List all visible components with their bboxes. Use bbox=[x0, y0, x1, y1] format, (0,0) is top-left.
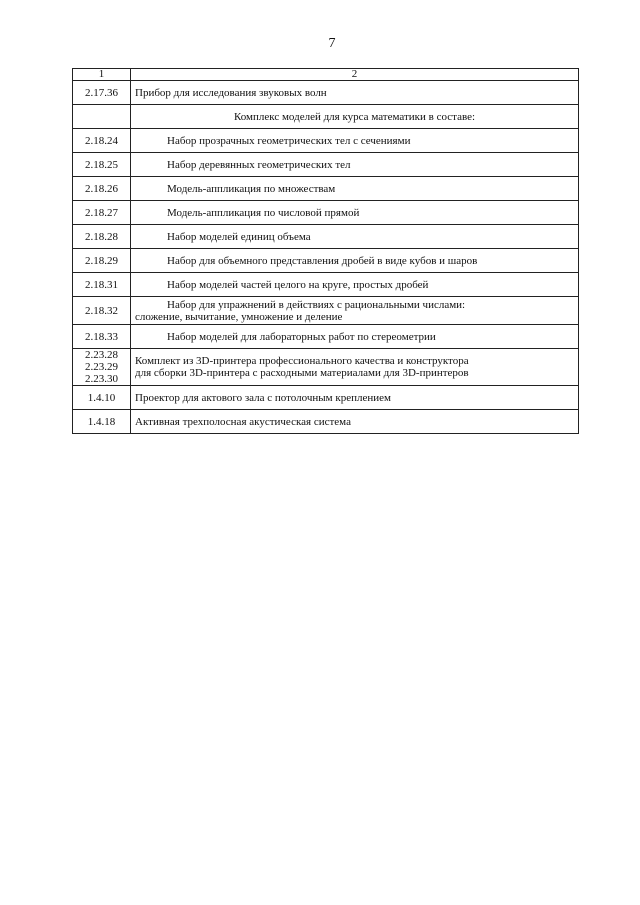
row-code bbox=[73, 105, 131, 129]
row-code-line: 2.23.30 bbox=[85, 373, 118, 385]
table-header-row bbox=[73, 69, 579, 81]
row-name-line: Набор для упражнений в действиях с рациональными числами: bbox=[167, 298, 466, 311]
row-code: 2.17.36 bbox=[73, 81, 131, 105]
section-heading: Комплекс моделей для курса математики в составе: bbox=[131, 105, 579, 129]
table-row bbox=[73, 273, 579, 297]
row-name-text: Набор моделей частей целого на круге, простых дробей bbox=[167, 278, 429, 291]
row-name bbox=[131, 225, 579, 249]
row-name-text: Модель-аппликация по числовой прямой bbox=[167, 206, 360, 219]
row-code: 2.18.29 bbox=[73, 249, 131, 273]
equipment-table bbox=[72, 68, 579, 434]
row-name-text: Набор моделей единиц объема bbox=[167, 230, 311, 243]
row-name: Прибор для исследования звуковых волн bbox=[131, 81, 579, 105]
table-row bbox=[73, 81, 579, 105]
table-row bbox=[73, 105, 579, 129]
row-name-text: Набор деревянных геометрических тел bbox=[167, 158, 351, 171]
table-row bbox=[73, 349, 579, 386]
row-name bbox=[131, 129, 579, 153]
row-name-text: Набор моделей для лабораторных работ по стереометрии bbox=[167, 330, 436, 343]
table-row bbox=[73, 249, 579, 273]
table-row bbox=[73, 225, 579, 249]
row-name bbox=[131, 273, 579, 297]
row-code-line: 2.23.28 bbox=[85, 349, 118, 361]
row-name bbox=[131, 201, 579, 225]
row-name-line: сложение, вычитание, умножение и деление bbox=[135, 310, 343, 323]
row-code: 2.18.28 bbox=[73, 225, 131, 249]
row-name-text: Модель-аппликация по множествам bbox=[167, 182, 336, 195]
table-row bbox=[73, 177, 579, 201]
row-name bbox=[131, 177, 579, 201]
row-name bbox=[131, 297, 579, 325]
table-row bbox=[73, 129, 579, 153]
table-row bbox=[73, 410, 579, 434]
row-name-text: Набор для объемного представления дробей в виде кубов и шаров bbox=[167, 254, 478, 267]
row-name-text: Набор прозрачных геометрических тел с сечениями bbox=[167, 134, 411, 147]
row-name-line: Комплект из 3D-принтера профессионального качества и конструктора bbox=[135, 355, 469, 367]
row-code-line: 2.23.29 bbox=[85, 361, 118, 373]
column-header-name: 2 bbox=[131, 69, 579, 81]
row-code: 2.18.32 bbox=[73, 297, 131, 325]
row-name bbox=[131, 153, 579, 177]
row-code: 2.18.27 bbox=[73, 201, 131, 225]
column-header-number: 1 bbox=[73, 69, 131, 81]
row-code: 1.4.10 bbox=[73, 386, 131, 410]
page-number: 7 bbox=[328, 36, 336, 51]
row-name bbox=[131, 249, 579, 273]
row-code: 1.4.18 bbox=[73, 410, 131, 434]
table-row bbox=[73, 153, 579, 177]
row-code: 2.18.31 bbox=[73, 273, 131, 297]
row-code bbox=[73, 349, 131, 386]
row-code: 2.18.25 bbox=[73, 153, 131, 177]
row-name bbox=[131, 325, 579, 349]
table-row bbox=[73, 325, 579, 349]
table-row bbox=[73, 297, 579, 325]
row-code: 2.18.33 bbox=[73, 325, 131, 349]
row-name: Проектор для актового зала с потолочным креплением bbox=[131, 386, 579, 410]
row-name-line: для сборки 3D-принтера с расходными материалами для 3D-принтеров bbox=[135, 367, 469, 379]
table-row bbox=[73, 386, 579, 410]
row-code: 2.18.24 bbox=[73, 129, 131, 153]
row-code: 2.18.26 bbox=[73, 177, 131, 201]
row-name: Активная трехполосная акустическая система bbox=[131, 410, 579, 434]
row-name bbox=[131, 349, 579, 386]
table-row bbox=[73, 201, 579, 225]
